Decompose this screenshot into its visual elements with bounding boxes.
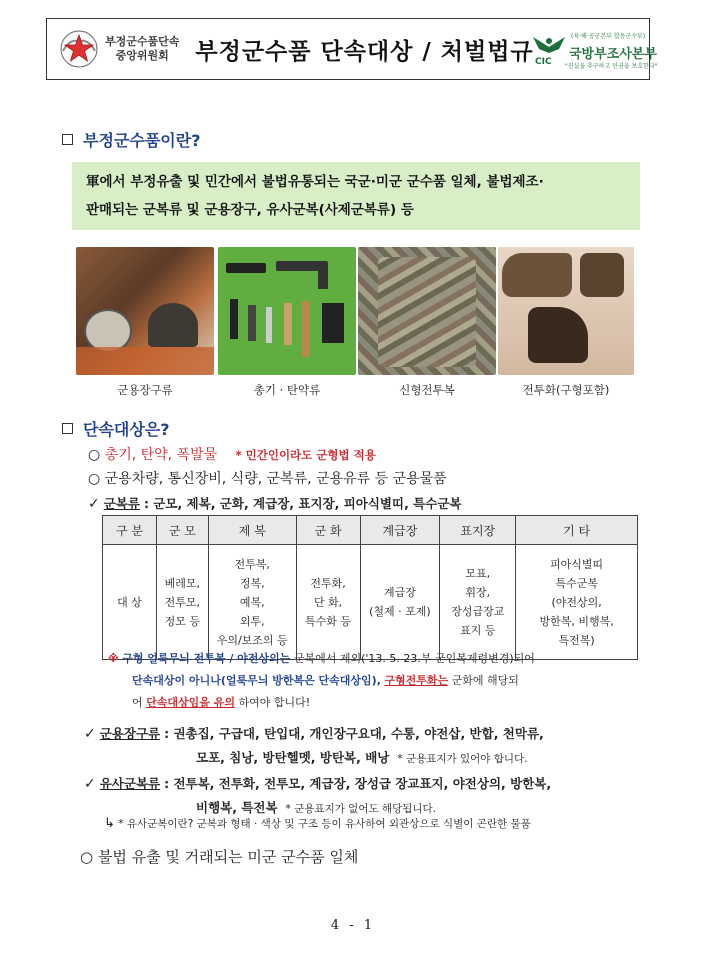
table-cell-other bbox=[516, 545, 638, 660]
uniform-types-line bbox=[88, 494, 461, 512]
similar-label: 유사군복류 bbox=[99, 776, 161, 791]
table-header-cell: 기 타 bbox=[516, 516, 638, 545]
cell-line: 표지 등 bbox=[460, 624, 496, 637]
similar-definition-text: * 유사군복이란? 군복과 형태 · 색상 및 구조 등이 유사하여 외관상으로 식별이 곤란한 물품 bbox=[118, 818, 531, 830]
target-item-supplies-text: 군용차량, 통신장비, 식량, 군복류, 군용유류 등 군용물품 bbox=[104, 471, 447, 487]
photo-new-combat-uniform bbox=[358, 247, 496, 375]
page-title: 부정군수품 단속대상 / 처벌법규 bbox=[195, 38, 534, 65]
similar-line-2 bbox=[196, 798, 436, 816]
cell-line: 특전복) bbox=[558, 633, 595, 647]
bullet-circle-icon: ○ bbox=[88, 471, 101, 487]
cic-logo-block bbox=[531, 25, 658, 73]
arrow-return-icon: ↳ bbox=[104, 816, 115, 831]
cell-line: 단 화, bbox=[313, 595, 343, 609]
cell-line: 특수군복 bbox=[555, 576, 598, 590]
photo-caption-firearms: 총기 · 탄약류 bbox=[253, 383, 321, 397]
checkmark-icon: ✓ bbox=[88, 496, 100, 512]
note-star: ※ bbox=[108, 652, 119, 665]
definition-line-2: 판매되는 군복류 및 군용장구, 유사군복(사제군복류) 등 bbox=[86, 202, 414, 218]
org-line-2: 중앙위원회 bbox=[115, 49, 169, 62]
uniform-types-items: : 군모, 제복, 군화, 계급장, 표지장, 피아식별띠, 특수군복 bbox=[143, 496, 462, 511]
cic-logo-text: CIC bbox=[535, 57, 552, 67]
definition-box bbox=[72, 162, 640, 230]
uniform-types-label: 군복류 bbox=[103, 496, 140, 511]
similar-note: * 군용표지가 없어도 해당됩니다. bbox=[285, 803, 437, 815]
cell-line: (철제 · 포제) bbox=[369, 605, 431, 618]
similar-line-1 bbox=[84, 774, 551, 792]
table-row bbox=[103, 545, 638, 660]
photo-firearms-ammo bbox=[218, 247, 356, 375]
cell-line: 계급장 bbox=[383, 586, 416, 599]
checkmark-icon: ✓ bbox=[84, 726, 96, 742]
table-row-label: 대 상 bbox=[103, 545, 157, 660]
table-header-cell: 표지장 bbox=[440, 516, 516, 545]
old-uniform-note bbox=[108, 648, 653, 714]
checkbox-square-icon bbox=[62, 423, 73, 434]
note-part-6: 어 bbox=[132, 696, 143, 709]
cell-line: 외투, bbox=[239, 614, 265, 628]
section-heading-definition bbox=[62, 128, 200, 151]
table-cell-uniform bbox=[208, 545, 296, 660]
us-military-item-text: 불법 유출 및 거래되는 미군 군수품 일체 bbox=[97, 848, 359, 866]
cell-line: 전투복, bbox=[234, 557, 270, 571]
photo-caption-uniform: 신형전투복 bbox=[399, 383, 455, 397]
gear-line-1 bbox=[84, 724, 544, 742]
section-heading-targets bbox=[62, 417, 170, 440]
table-header-cell: 제 복 bbox=[208, 516, 296, 545]
cell-line: 모표, bbox=[465, 567, 491, 580]
definition-line-1: 軍에서 부정유출 및 민간에서 불법유통되는 국군·미군 군수품 일체, 불법제조· bbox=[86, 174, 544, 190]
note-part-7: 단속대상임을 유의 bbox=[146, 696, 235, 709]
target-item-supplies bbox=[88, 468, 447, 488]
photo-caption-boots: 전투화(구형포함) bbox=[522, 383, 610, 397]
note-part-5: 군화에 해당되 bbox=[451, 674, 519, 687]
cell-line: 휘장, bbox=[465, 586, 491, 599]
photo-caption-gear: 군용장구류 bbox=[117, 383, 173, 397]
uniform-category-table bbox=[102, 515, 638, 660]
cic-name: 국방부조사본부 bbox=[569, 47, 657, 62]
section-heading-text: 부정군수품이란? bbox=[83, 131, 201, 150]
gear-items-1: : 권총집, 구급대, 탄입대, 개인장구요대, 수통, 야전삽, 반합, 천막류, bbox=[164, 726, 544, 741]
note-part-1: 구형 얼룩무늬 전투복 / 야전상의는 bbox=[122, 652, 291, 665]
note-part-2: 군복에서 제외('13. 5. 23.부 군인복제령변경)되어 bbox=[293, 652, 535, 665]
target-item-weapons-text: 총기, 탄약, 폭발물 bbox=[104, 447, 218, 463]
org-name bbox=[105, 35, 179, 63]
cell-line: (야전상의, bbox=[551, 595, 602, 609]
gear-note: * 군용표지가 있어야 합니다. bbox=[397, 753, 528, 765]
checkmark-icon: ✓ bbox=[84, 776, 96, 792]
us-military-item bbox=[80, 846, 358, 867]
cell-line: 피아식별띠 bbox=[550, 557, 604, 571]
cell-line: 우의/보조의 등 bbox=[216, 633, 288, 647]
cic-slogan: "진실을 추구하고 인권을 보호한다" bbox=[565, 63, 658, 70]
army-star-emblem-icon bbox=[59, 29, 99, 69]
note-part-4: 구형전투화는 bbox=[384, 674, 449, 687]
cell-line: 장성급장교 bbox=[451, 605, 505, 618]
checkbox-square-icon bbox=[62, 134, 73, 145]
table-cell-insignia bbox=[440, 545, 516, 660]
cic-subtitle: (육·해·공군본부 합동군수부) bbox=[571, 33, 646, 40]
table-header-cell: 구 분 bbox=[103, 516, 157, 545]
cell-line: 정모 등 bbox=[164, 614, 201, 628]
table-cell-shoes bbox=[296, 545, 360, 660]
table-cell-cap bbox=[156, 545, 208, 660]
gear-line-2 bbox=[196, 748, 528, 766]
table-header-cell: 군 모 bbox=[156, 516, 208, 545]
section-heading-text: 단속대상은? bbox=[83, 420, 170, 439]
similar-items-2: 비행복, 특전복 bbox=[196, 800, 278, 815]
table-header-cell: 군 화 bbox=[296, 516, 360, 545]
table-header-cell: 계급장 bbox=[360, 516, 440, 545]
photo-military-gear bbox=[76, 247, 214, 375]
cell-line: 전투모, bbox=[164, 595, 201, 609]
bullet-circle-icon: ○ bbox=[88, 447, 101, 463]
gear-label: 군용장구류 bbox=[99, 726, 161, 741]
note-part-8: 하여야 합니다! bbox=[238, 696, 311, 709]
table-header-row bbox=[103, 516, 638, 545]
target-item-weapons bbox=[88, 444, 376, 464]
cell-line: 전투화, bbox=[310, 576, 346, 590]
similar-definition bbox=[104, 816, 531, 831]
similar-items-1: : 전투복, 전투화, 전투모, 계급장, 장성급 장교표지, 야전상의, 방한복, bbox=[164, 776, 552, 791]
note-part-3: 단속대상이 아니나(얼룩무늬 방한복은 단속대상임), bbox=[132, 674, 381, 687]
document-header bbox=[46, 18, 658, 80]
cell-line: 특수화 등 bbox=[305, 614, 352, 628]
bullet-circle-icon: ○ bbox=[80, 848, 94, 866]
page-number: 4 - 1 bbox=[330, 918, 376, 933]
cell-line: 베레모, bbox=[164, 576, 201, 590]
target-item-weapons-note: * 민간인이라도 군형법 적용 bbox=[235, 448, 376, 462]
photo-combat-boots bbox=[498, 247, 634, 375]
cell-line: 정복, bbox=[239, 576, 265, 590]
gear-items-2: 모포, 침낭, 방탄헬멧, 방탄복, 배낭 bbox=[196, 750, 390, 765]
cell-line: 방한복, 비행복, bbox=[539, 614, 614, 628]
org-line-1: 부정군수품단속 bbox=[105, 35, 180, 48]
table-cell-rank bbox=[360, 545, 440, 660]
cell-line: 예복, bbox=[239, 595, 265, 609]
